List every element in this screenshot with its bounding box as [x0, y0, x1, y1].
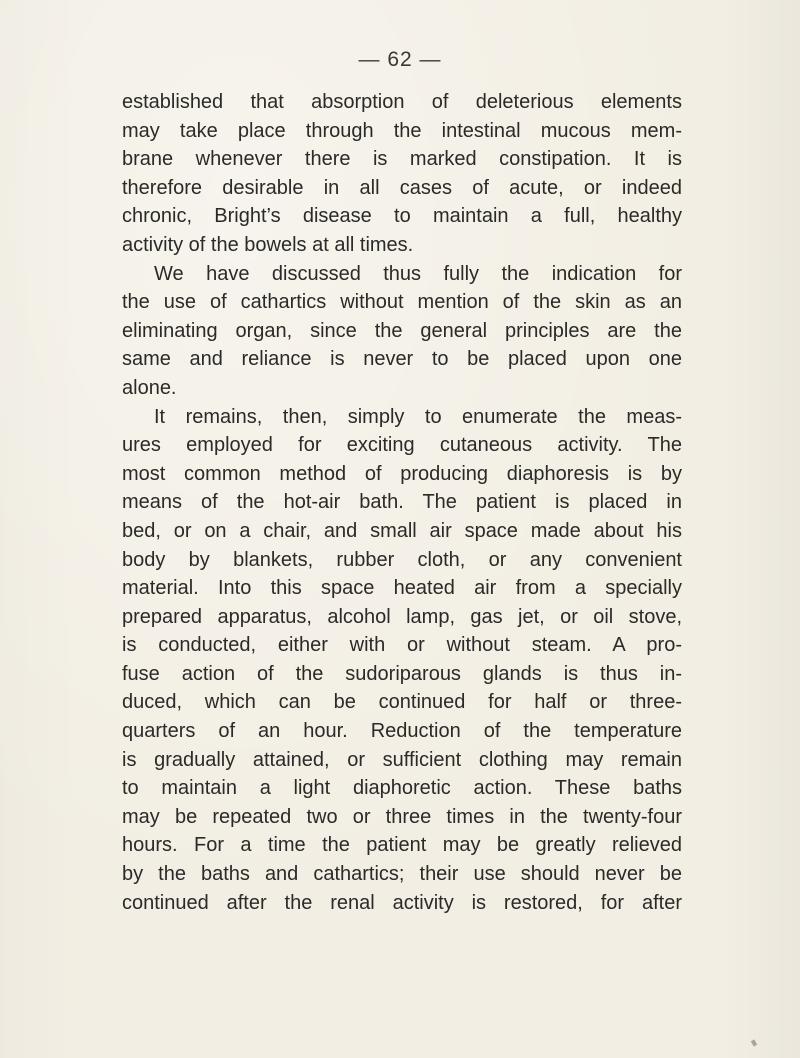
text-line: is gradually attained, or sufficient clothing may remain [122, 748, 682, 771]
text-line: body by blankets, rubber cloth, or any convenient [122, 548, 682, 571]
paper-speck [751, 1039, 757, 1046]
text-line: activity of the bowels at all times. [122, 233, 414, 256]
text-line: same and reliance is never to be placed upon one [122, 348, 682, 371]
text-line: quarters of an hour. Reduction of the temperature [122, 720, 682, 743]
text-line: fuse action of the sudoriparous glands is thus in- [122, 662, 682, 685]
text-line: brane whenever there is marked constipation. It is [122, 148, 682, 171]
text-line: the use of cathartics without mention of the skin as an [122, 291, 682, 314]
text-line: alone. [122, 376, 177, 399]
text-line: therefore desirable in all cases of acute, or indeed [122, 176, 682, 199]
text-line: is conducted, either with or without steam. A pro- [122, 634, 682, 657]
page-number: — 62 — [358, 48, 442, 71]
text-line: chronic, Bright’s disease to maintain a full, healthy [122, 205, 682, 228]
text-line: material. Into this space heated air from a specially [122, 577, 682, 600]
text-line: by the baths and cathartics; their use should never be [122, 863, 682, 886]
text-line: continued after the renal activity is restored, for after [122, 891, 682, 914]
text-line: eliminating organ, since the general principles are the [122, 319, 682, 342]
body-text [122, 88, 682, 917]
text-line: means of the hot-air bath. The patient is placed in [122, 491, 682, 514]
text-line: to maintain a light diaphoretic action. These baths [122, 777, 682, 800]
text-line: hours. For a time the patient may be greatly relieved [122, 834, 682, 857]
text-line: may be repeated two or three times in the twenty-four [122, 805, 682, 828]
text-line: most common method of producing diaphoresis is by [122, 462, 682, 485]
text-line: We have discussed thus fully the indication for [154, 262, 682, 285]
text-line: duced, which can be continued for half or three- [122, 691, 682, 714]
text-line: It remains, then, simply to enumerate the meas- [154, 405, 682, 428]
text-line: ures employed for exciting cutaneous activity. The [122, 434, 682, 457]
text-line: may take place through the intestinal mucous mem- [122, 119, 682, 142]
text-line: bed, or on a chair, and small air space made about his [122, 519, 682, 542]
text-line: prepared apparatus, alcohol lamp, gas jet, or oil stove, [122, 605, 682, 628]
text-line: established that absorption of deleterious elements [122, 91, 682, 113]
